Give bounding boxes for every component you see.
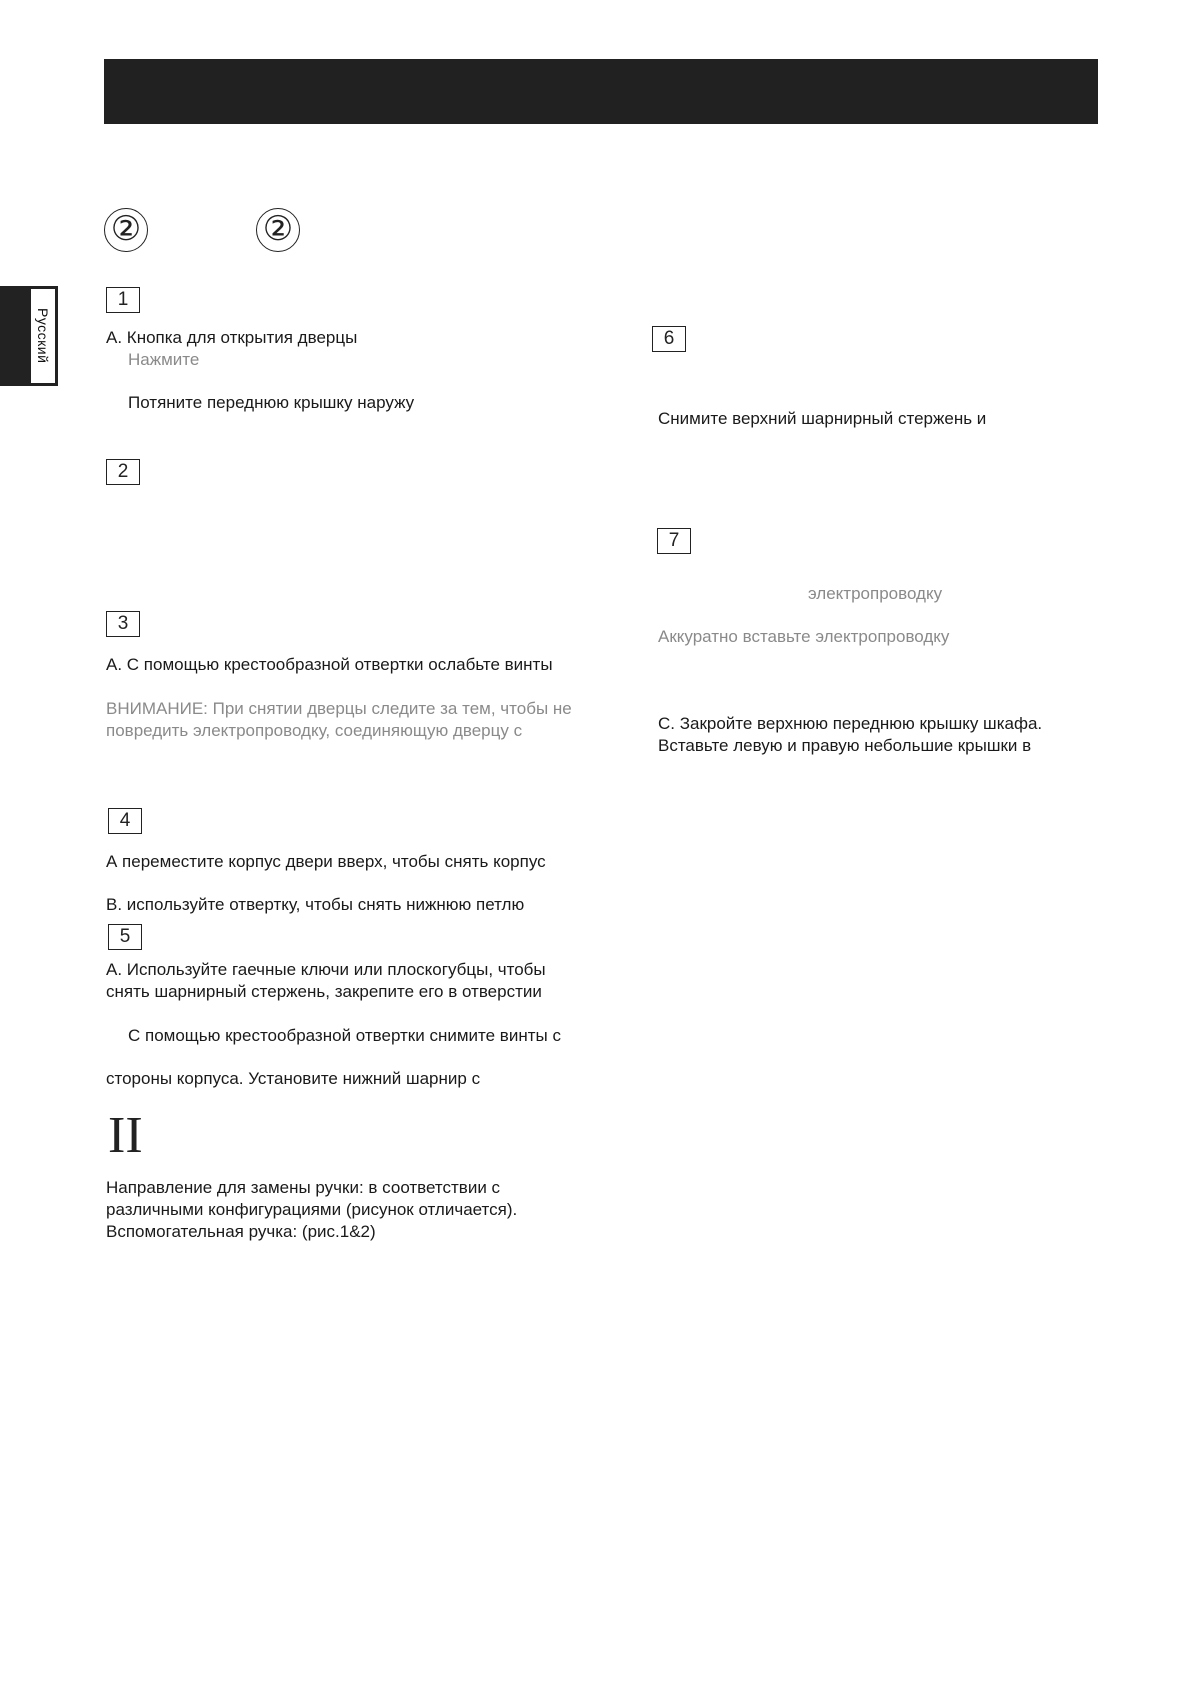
step-5-box: 5 [108,924,142,950]
step-5-line-a2: снять шарнирный стержень, закрепите его в отверстии [106,982,542,1001]
step-7-box: 7 [657,528,691,554]
step-4-line-b: В. используйте отвертку, чтобы снять нижнюю петлю [106,895,525,914]
step-7-close-1: С. Закройте верхнюю переднюю крышку шкафа. [658,714,1043,733]
step-6-line: Снимите верхний шарнирный стержень и [658,409,987,428]
step-1-press: Нажмите [128,350,200,369]
step-3-box: 3 [106,611,140,637]
step-5-line-b: С помощью крестообразной отвертки снимите винты с [128,1026,561,1045]
step-3-warning-1: ВНИМАНИЕ: При снятии дверцы следите за тем, чтобы не [106,699,572,718]
step-4-box: 4 [108,808,142,834]
step-3-line-a: А. С помощью крестообразной отвертки ослабьте винты [106,655,553,674]
step-1-box: 1 [106,287,140,313]
step-7-insert: Аккуратно вставьте электропроводку [658,627,950,646]
section-2-line-2: различными конфигурациями (рисунок отличается). [106,1200,518,1219]
step-1-line-a: А. Кнопка для открытия дверцы [106,328,358,347]
step-4-line-a: А переместите корпус двери вверх, чтобы снять корпус [106,852,546,871]
step-1-pull: Потяните переднюю крышку наружу [128,393,415,412]
section-2-line-1: Направление для замены ручки: в соответствии с [106,1178,501,1197]
section-2-numeral: II [108,1107,143,1164]
step-5-line-c: стороны корпуса. Установите нижний шарнир с [106,1069,481,1088]
step-7-wiring: электропроводку [808,584,943,603]
step-5-line-a1: А. Используйте гаечные ключи или плоскогубцы, чтобы [106,960,546,979]
step-6-box: 6 [652,326,686,352]
step-2-box: 2 [106,459,140,485]
step-3-warning-2: повредить электропроводку, соединяющую дверцу с [106,721,523,740]
header-bar [104,59,1098,124]
circled-number-2: ② [256,208,300,252]
circled-number-1: ② [104,208,148,252]
section-2-line-3: Вспомогательная ручка: (рис.1&2) [106,1222,376,1241]
step-7-close-2: Вставьте левую и правую небольшие крышки в [658,736,1032,755]
language-label [30,288,56,384]
language-label-text: Русский [35,308,51,364]
